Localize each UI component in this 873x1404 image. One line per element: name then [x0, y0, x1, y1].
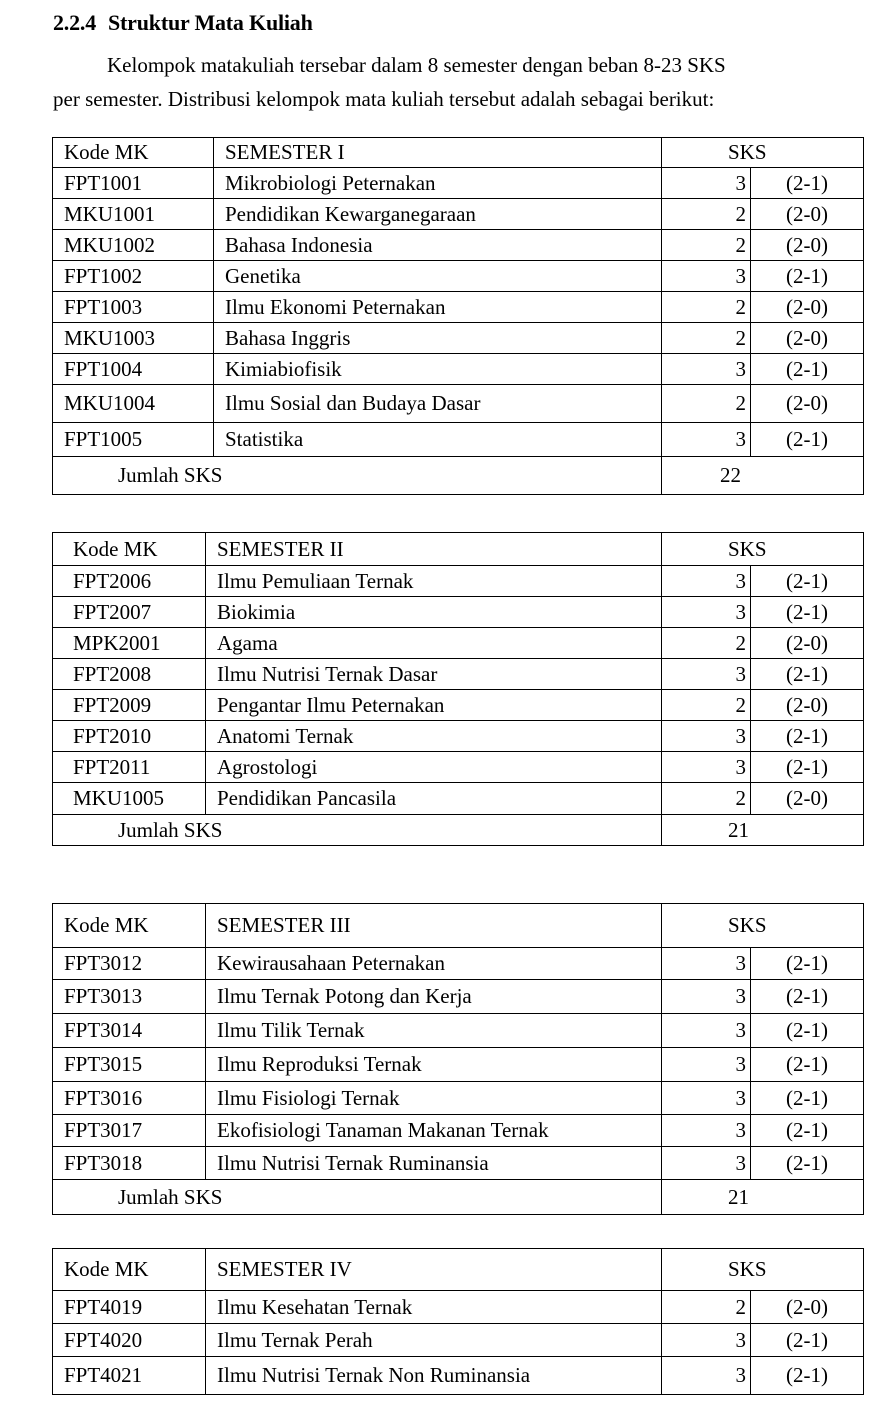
course-code: MPK2001	[53, 628, 206, 659]
course-code: FPT4021	[53, 1357, 206, 1395]
course-code: FPT1003	[53, 292, 214, 323]
course-code: FPT4019	[53, 1291, 206, 1324]
course-code: FPT1004	[53, 354, 214, 385]
section-heading	[53, 10, 313, 36]
course-split: (2-1)	[751, 1082, 864, 1115]
course-sks: 3	[662, 1014, 751, 1048]
table-row	[53, 628, 864, 659]
course-sks: 2	[662, 690, 751, 721]
table-row	[53, 199, 864, 230]
course-sks: 3	[662, 423, 751, 457]
course-sks: 2	[662, 199, 751, 230]
course-sks: 3	[662, 261, 751, 292]
total-row	[53, 815, 864, 846]
table-row	[53, 261, 864, 292]
course-name: Mikrobiologi Peternakan	[214, 168, 662, 199]
course-sks: 2	[662, 628, 751, 659]
course-code: MKU1004	[53, 385, 214, 423]
course-split: (2-1)	[751, 1324, 864, 1357]
table-row	[53, 948, 864, 980]
header-semester: SEMESTER II	[206, 533, 662, 566]
course-split: (2-0)	[751, 690, 864, 721]
course-split: (2-1)	[751, 1357, 864, 1395]
course-split: (2-1)	[751, 354, 864, 385]
course-name: Pengantar Ilmu Peternakan	[206, 690, 662, 721]
total-label: Jumlah SKS	[53, 815, 662, 846]
table-row	[53, 1082, 864, 1115]
course-split: (2-1)	[751, 752, 864, 783]
course-code: FPT3016	[53, 1082, 206, 1115]
course-code: FPT1005	[53, 423, 214, 457]
table-row	[53, 230, 864, 261]
course-split: (2-1)	[751, 423, 864, 457]
course-sks: 3	[662, 168, 751, 199]
course-sks: 3	[662, 566, 751, 597]
table-row	[53, 1147, 864, 1180]
course-name: Ilmu Sosial dan Budaya Dasar	[214, 385, 662, 423]
table-header-row	[53, 904, 864, 948]
course-name: Ilmu Kesehatan Ternak	[206, 1291, 662, 1324]
course-split: (2-1)	[751, 1048, 864, 1082]
table-row	[53, 385, 864, 423]
course-code: FPT3018	[53, 1147, 206, 1180]
semester-2-table	[52, 532, 864, 846]
course-code: FPT1002	[53, 261, 214, 292]
header-sks: SKS	[662, 533, 864, 566]
course-sks: 3	[662, 659, 751, 690]
course-split: (2-0)	[751, 199, 864, 230]
course-code: FPT2011	[53, 752, 206, 783]
header-sks: SKS	[662, 1249, 864, 1291]
table-row	[53, 566, 864, 597]
course-code: FPT1001	[53, 168, 214, 199]
course-name: Agama	[206, 628, 662, 659]
course-sks: 3	[662, 1324, 751, 1357]
course-name: Biokimia	[206, 597, 662, 628]
table-row	[53, 721, 864, 752]
course-name: Statistika	[214, 423, 662, 457]
course-code: FPT2006	[53, 566, 206, 597]
course-sks: 3	[662, 1048, 751, 1082]
course-code: FPT2008	[53, 659, 206, 690]
header-code: Kode MK	[53, 138, 214, 168]
course-code: MKU1003	[53, 323, 214, 354]
course-name: Anatomi Ternak	[206, 721, 662, 752]
header-sks: SKS	[662, 904, 864, 948]
course-name: Ilmu Ternak Potong dan Kerja	[206, 980, 662, 1014]
total-value: 21	[662, 1180, 864, 1215]
course-code: FPT2009	[53, 690, 206, 721]
table-row	[53, 1357, 864, 1395]
course-name: Ilmu Nutrisi Ternak Dasar	[206, 659, 662, 690]
course-sks: 2	[662, 385, 751, 423]
course-split: (2-1)	[751, 948, 864, 980]
course-code: MKU1005	[53, 783, 206, 815]
course-sks: 3	[662, 752, 751, 783]
course-split: (2-1)	[751, 1147, 864, 1180]
course-code: FPT2007	[53, 597, 206, 628]
table-header-row	[53, 1249, 864, 1291]
table-row	[53, 323, 864, 354]
course-name: Bahasa Indonesia	[214, 230, 662, 261]
course-code: FPT3013	[53, 980, 206, 1014]
header-sks: SKS	[662, 138, 864, 168]
total-value: 22	[662, 457, 864, 495]
course-split: (2-1)	[751, 980, 864, 1014]
course-split: (2-1)	[751, 659, 864, 690]
course-split: (2-0)	[751, 292, 864, 323]
course-sks: 3	[662, 980, 751, 1014]
course-split: (2-0)	[751, 783, 864, 815]
course-name: Ilmu Reproduksi Ternak	[206, 1048, 662, 1082]
table-header-row	[53, 138, 864, 168]
course-name: Ilmu Nutrisi Ternak Non Ruminansia	[206, 1357, 662, 1395]
course-name: Ilmu Tilik Ternak	[206, 1014, 662, 1048]
course-name: Ekofisiologi Tanaman Makanan Ternak	[206, 1115, 662, 1147]
course-split: (2-1)	[751, 261, 864, 292]
course-name: Pendidikan Kewarganegaraan	[214, 199, 662, 230]
header-code: Kode MK	[53, 1249, 206, 1291]
total-value: 21	[662, 815, 864, 846]
course-split: (2-1)	[751, 1014, 864, 1048]
course-split: (2-1)	[751, 597, 864, 628]
course-name: Agrostologi	[206, 752, 662, 783]
course-sks: 3	[662, 597, 751, 628]
course-name: Ilmu Ternak Perah	[206, 1324, 662, 1357]
header-code: Kode MK	[53, 533, 206, 566]
table-row	[53, 1048, 864, 1082]
header-semester: SEMESTER III	[206, 904, 662, 948]
course-name: Ilmu Fisiologi Ternak	[206, 1082, 662, 1115]
course-split: (2-0)	[751, 323, 864, 354]
paragraph-line: Kelompok matakuliah tersebar dalam 8 semester dengan beban 8-23 SKS	[107, 53, 726, 77]
table-row	[53, 1291, 864, 1324]
header-semester: SEMESTER I	[214, 138, 662, 168]
table-row	[53, 1014, 864, 1048]
total-row	[53, 457, 864, 495]
course-name: Ilmu Nutrisi Ternak Ruminansia	[206, 1147, 662, 1180]
table-row	[53, 597, 864, 628]
course-sks: 2	[662, 323, 751, 354]
course-code: FPT2010	[53, 721, 206, 752]
course-split: (2-0)	[751, 1291, 864, 1324]
course-name: Ilmu Ekonomi Peternakan	[214, 292, 662, 323]
course-code: MKU1002	[53, 230, 214, 261]
course-code: FPT4020	[53, 1324, 206, 1357]
course-code: FPT3017	[53, 1115, 206, 1147]
table-row	[53, 783, 864, 815]
table-row	[53, 292, 864, 323]
table-row	[53, 659, 864, 690]
table-row	[53, 980, 864, 1014]
table-row	[53, 168, 864, 199]
paragraph-line: per semester. Distribusi kelompok mata kuliah tersebut adalah sebagai berikut:	[53, 87, 715, 111]
course-split: (2-1)	[751, 1115, 864, 1147]
table-row	[53, 752, 864, 783]
course-split: (2-0)	[751, 230, 864, 261]
section-title: Struktur Mata Kuliah	[108, 10, 313, 35]
table-row	[53, 1324, 864, 1357]
table-row	[53, 1115, 864, 1147]
total-label: Jumlah SKS	[53, 457, 662, 495]
table-row	[53, 354, 864, 385]
course-name: Pendidikan Pancasila	[206, 783, 662, 815]
course-split: (2-1)	[751, 566, 864, 597]
semester-4-table	[52, 1248, 864, 1395]
course-sks: 2	[662, 292, 751, 323]
course-sks: 3	[662, 721, 751, 752]
course-code: FPT3012	[53, 948, 206, 980]
course-sks: 3	[662, 948, 751, 980]
course-split: (2-0)	[751, 628, 864, 659]
course-code: FPT3014	[53, 1014, 206, 1048]
total-label: Jumlah SKS	[53, 1180, 662, 1215]
header-code: Kode MK	[53, 904, 206, 948]
intro-paragraph	[53, 48, 813, 116]
course-name: Kimiabiofisik	[214, 354, 662, 385]
course-split: (2-1)	[751, 168, 864, 199]
course-sks: 3	[662, 1147, 751, 1180]
section-number: 2.2.4	[53, 10, 97, 35]
course-sks: 3	[662, 354, 751, 385]
course-split: (2-1)	[751, 721, 864, 752]
course-name: Kewirausahaan Peternakan	[206, 948, 662, 980]
course-name: Genetika	[214, 261, 662, 292]
course-sks: 2	[662, 1291, 751, 1324]
course-sks: 2	[662, 783, 751, 815]
course-sks: 3	[662, 1082, 751, 1115]
course-sks: 3	[662, 1115, 751, 1147]
table-header-row	[53, 533, 864, 566]
course-code: MKU1001	[53, 199, 214, 230]
total-row	[53, 1180, 864, 1215]
course-code: FPT3015	[53, 1048, 206, 1082]
table-row	[53, 690, 864, 721]
course-sks: 3	[662, 1357, 751, 1395]
header-semester: SEMESTER IV	[206, 1249, 662, 1291]
table-row	[53, 423, 864, 457]
semester-1-table	[52, 137, 864, 495]
semester-3-table	[52, 903, 864, 1215]
course-name: Ilmu Pemuliaan Ternak	[206, 566, 662, 597]
course-name: Bahasa Inggris	[214, 323, 662, 354]
course-sks: 2	[662, 230, 751, 261]
course-split: (2-0)	[751, 385, 864, 423]
